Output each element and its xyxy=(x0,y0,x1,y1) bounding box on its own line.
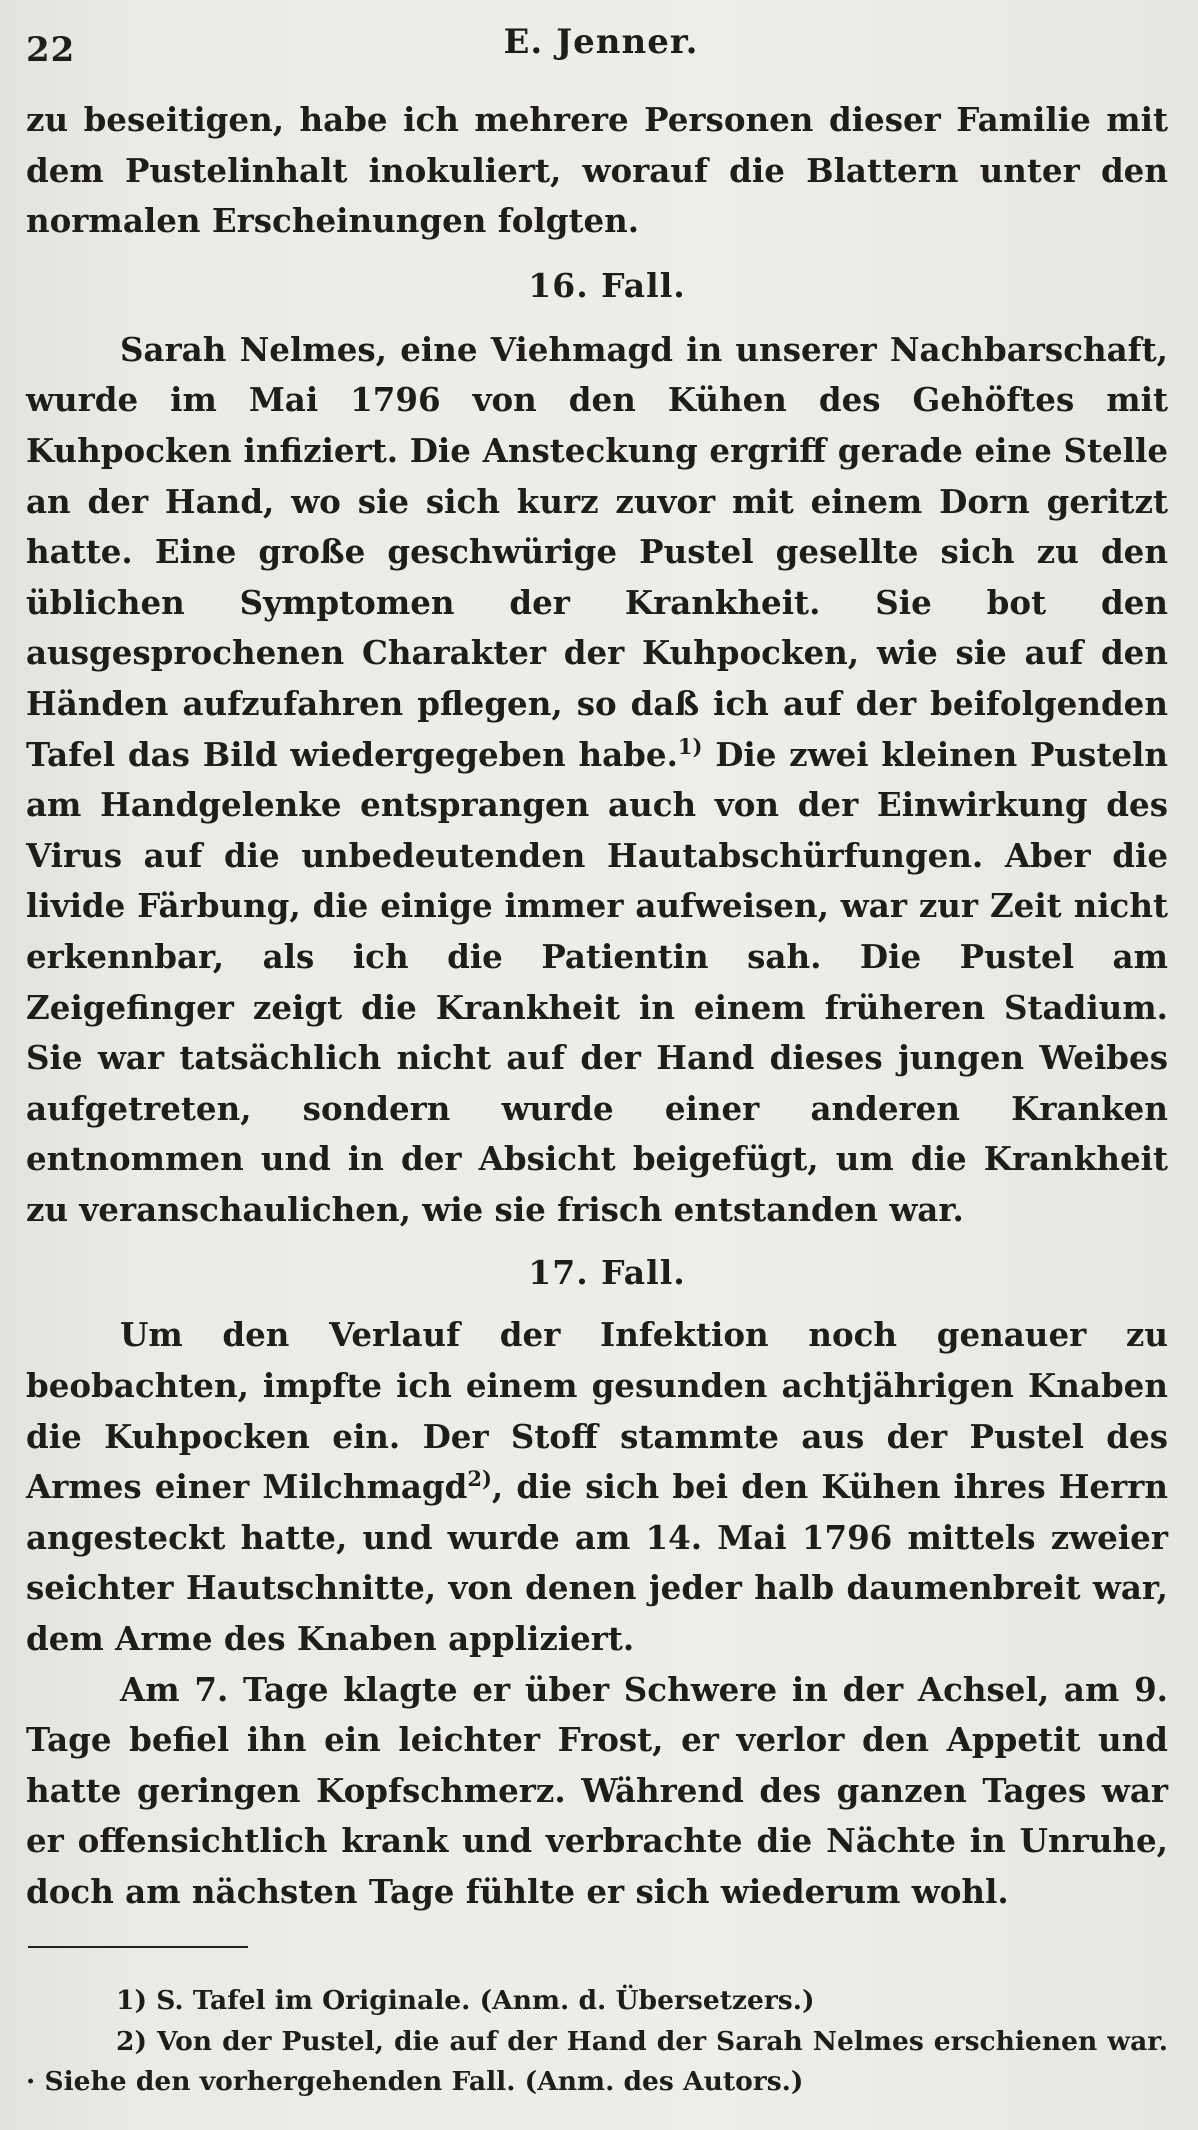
paragraph-case-17a-text-1: Um den Verlauf der Infektion noch genauer zu beobachten, impfte ich einem gesunden achtjährigen Knaben die Kuhpocken ein. Der Stoff stammte aus der Pustel des Armes einer Milchmagd xyxy=(26,1315,1168,1507)
paragraph-intro: zu beseitigen, habe ich mehrere Personen dieser Familie mit dem Pustelinhalt inokuliert, worauf die Blattern unter den normalen Erscheinungen folgten. xyxy=(26,100,1168,241)
footnote-ref-1: 1) xyxy=(677,733,703,759)
running-head: E. Jenner. xyxy=(503,22,699,62)
page-number: 22 xyxy=(26,30,76,70)
footnote-2: 2) Von der Pustel, die auf der Hand der Sarah Nelmes erschienen war. · Siehe den vorhergehenden Fall. (Anm. des Autors.) xyxy=(26,2025,1168,2097)
page-header xyxy=(26,22,1176,72)
footnote-divider xyxy=(28,1946,248,1948)
footnote-ref-2: 2) xyxy=(467,1466,492,1492)
heading-case-17: 17. Fall. xyxy=(528,1253,686,1293)
main-text xyxy=(26,95,1168,1918)
heading-case-16: 16. Fall. xyxy=(528,265,686,305)
paragraph-case-17b: Am 7. Tage klagte er über Schwere in der Achsel, am 9. Tage befiel ihn ein leichter Frost, er verlor den Appetit und hatte geringen Kopfschmerz. Während des ganzen Tages war er offensichtlich krank und verbrachte die Nächte in Unruhe, doch am nächsten Tage fühlte er sich wiederum wohl. xyxy=(26,1669,1168,1911)
paragraph-case-17a-text-2: , die sich bei den Kühen ihres Herrn angesteckt hatte, und wurde am 14. Mai 1796 mittels zweier seichter Hautschnitte, von denen jeder halb daumenbreit war, dem Arme des Knaben appliziert. xyxy=(26,1467,1168,1659)
paragraph-case-16-text-1: Sarah Nelmes, eine Viehmagd in unserer Nachbarschaft, wurde im Mai 1796 von den Kühen des Gehöftes mit Kuhpocken infiziert. Die Ansteckung ergriff gerade eine Stelle an der Hand, wo sie sich kurz zuvor mit einem Dorn geritzt hatte. Eine große geschwürige Pustel gesellte sich zu den üblichen Symptomen der Krankheit. Sie bot den ausgesprochenen Charakter der Kuhpocken, wie sie auf den Händen aufzufahren pflegen, so daß ich auf der beifolgenden Tafel das Bild wiedergegeben habe. xyxy=(26,329,1168,774)
paragraph-case-17a xyxy=(26,1310,1168,1664)
footnotes xyxy=(26,1981,1168,2103)
paragraph-case-16-text-2: Die zwei kleinen Pusteln am Handgelenke entsprangen auch von der Einwirkung des Virus auf die unbedeutenden Hautabschürfungen. Aber die livide Färbung, die einige immer aufweisen, war zur Zeit nicht erkennbar, als ich die Patientin sah. Die Pustel am Zeigefinger zeigt die Krankheit in einem früheren Stadium. Sie war tatsächlich nicht auf der Hand dieses jungen Weibes aufgetreten, sondern wurde einer anderen Kranken entnommen und in der Absicht beigefügt, um die Krankheit zu veranschaulichen, wie sie frisch entstanden war. xyxy=(26,734,1168,1229)
paragraph-case-16 xyxy=(26,325,1168,1236)
footnote-1: 1) S. Tafel im Originale. (Anm. d. Übersetzers.) xyxy=(116,1985,815,2016)
